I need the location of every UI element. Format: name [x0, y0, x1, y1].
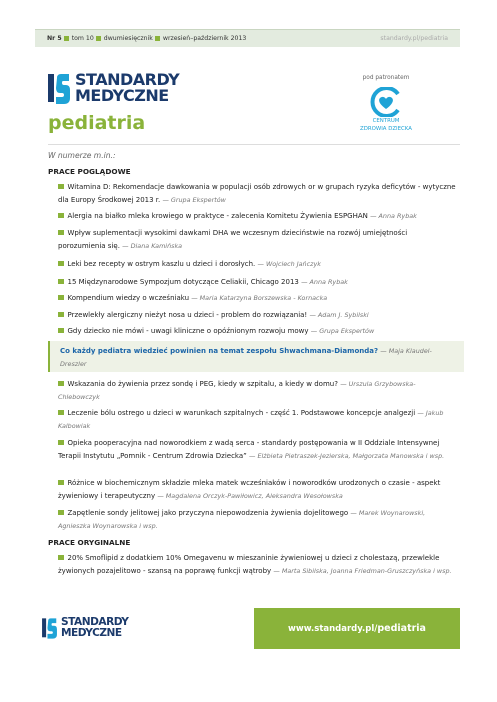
- bullet-square-icon: [58, 510, 64, 516]
- bullet-square-icon: [58, 312, 64, 318]
- footer-url-section: pediatria: [377, 623, 426, 634]
- article-author: — Grupa Ekspertów: [310, 327, 375, 335]
- bullet-square-icon: [58, 213, 64, 219]
- bullet-square-icon: [58, 295, 64, 301]
- article-title: Leczenie bólu ostrego u dzieci w warunkach szpitalnych - część 1. Podstawowe koncepcje analgezji: [67, 409, 416, 417]
- bullet-square-icon: [58, 279, 64, 285]
- section-heading: PRACE ORYGINALNE: [48, 538, 131, 547]
- patronage-org-line1: CENTRUM: [372, 118, 400, 124]
- divider: [48, 144, 460, 145]
- article-author: — Urszula Grzybowska-Chlebowczyk: [58, 380, 416, 401]
- patronage-org-line2: ZDROWIA DZIECKA: [360, 125, 412, 132]
- article-title: Witamina D: Rekomendacje dawkowania w populacji osób zdrowych or w grupach ryzyka deficytów - wytyczne dla Europy Środkowej 2013 r.: [58, 183, 456, 204]
- bullet-square-icon: [58, 480, 64, 486]
- article-title: Gdy dziecko nie mówi - uwagi kliniczne o opóźnionym rozwoju mowy: [67, 327, 309, 335]
- issue-frequency: dwumiesięcznik: [103, 35, 153, 42]
- list-item[interactable]: [58, 292, 456, 305]
- bullet-square-icon: [58, 230, 64, 236]
- article-author: — Grupa Ekspertów: [162, 196, 226, 204]
- footer-url-banner[interactable]: [254, 608, 460, 649]
- bullet-square-icon: [58, 184, 64, 190]
- logo-wordmark: [75, 72, 179, 104]
- footer-logo-line2: MEDYCZNE: [61, 626, 122, 639]
- section-heading: PRACE POGLĄDOWE: [48, 167, 131, 176]
- site-link[interactable]: standardy.pl/pediatria: [380, 35, 448, 42]
- article-title: Różnice w biochemicznym składzie mleka matek wcześniaków i noworodków urodzonych o czasie - aspekt żywieniowy i terapeutyczny: [58, 479, 441, 500]
- featured-article[interactable]: [48, 341, 464, 372]
- patronage-block: [354, 75, 418, 132]
- footer-logo: [42, 617, 128, 640]
- logo-mark-icon: [48, 72, 70, 106]
- bullet-square-icon: [96, 36, 101, 41]
- list-item[interactable]: [58, 181, 456, 207]
- list-item[interactable]: [58, 325, 456, 338]
- article-author: — Marek Woynarowski, Agnieszka Woynarowska i wsp.: [58, 509, 426, 530]
- article-author: — Wojciech Jańczyk: [257, 260, 321, 268]
- article-author: — Magdalena Orczyk-Pawiłowicz, Aleksandra Wesołowska: [157, 492, 343, 500]
- bullet-square-icon: [58, 555, 64, 561]
- list-item[interactable]: [58, 309, 456, 322]
- article-title: Wskazania do żywienia przez sondę i PEG, kiedy w szpitalu, a kiedy w domu?: [67, 380, 338, 388]
- list-item[interactable]: [58, 258, 456, 271]
- issue-number: Nr 5: [47, 35, 62, 42]
- article-title: Alergia na białko mleka krowiego w praktyce - zalecenia Komitetu Żywienia ESPGHAN: [67, 212, 368, 220]
- bullet-square-icon: [58, 381, 64, 387]
- article-title: Kompendium wiedzy o wcześniaku: [67, 294, 190, 302]
- article-author: — Adam J. Sybilski: [309, 311, 369, 319]
- article-title: Leki bez recepty w ostrym kaszlu u dzieci i dorosłych.: [67, 260, 256, 268]
- patronage-label: pod patronatem: [362, 75, 410, 81]
- footer-logo-line1: STANDARDY: [61, 616, 129, 628]
- logo-mark-icon: [42, 617, 57, 640]
- list-item[interactable]: [58, 276, 456, 289]
- list-item[interactable]: [58, 210, 456, 223]
- article-title: 15 Międzynarodowe Sympozjum dotyczące Celiakii, Chicago 2013: [67, 278, 299, 286]
- article-title: 20% Smoflipid z dodatkiem 10% Omegavenu w mieszaninie żywieniowej u dzieci z cholestazą, przewlekle żywionych pozajelitowo - szansą na poprawę funkcji wątroby: [58, 554, 440, 575]
- article-author: — Marta Sibilska, Joanna Friedman-Gruszczyńska i wsp.: [273, 567, 452, 575]
- article-title: Opieka pooperacyjna nad noworodkiem z wadą serca - standardy postępowania w II Oddziale Intensywnej Terapii Instytutu „Pomnik - Centrum Zdrowia Dziecka”: [58, 439, 440, 460]
- heart-c-logo-icon: [369, 87, 403, 117]
- issue-volume: tom 10: [71, 35, 94, 42]
- list-item[interactable]: [58, 552, 456, 578]
- featured-article-text: [60, 345, 456, 371]
- contents-intro: W numerze m.in.:: [48, 151, 116, 160]
- article-title: Zapętlenie sondy jelitowej jako przyczyna niepowodzenia żywienia dojelitowego: [67, 509, 349, 517]
- bullet-square-icon: [58, 440, 64, 446]
- list-item[interactable]: [58, 227, 456, 253]
- featured-article-author: — Maja Klaudel-Dreszler: [60, 347, 432, 368]
- article-author: — Anna Rybak: [370, 212, 417, 220]
- standardy-medyczne-logo: [48, 72, 179, 106]
- footer-logo-wordmark: [61, 617, 128, 638]
- journal-title: pediatria: [48, 112, 146, 134]
- list-item[interactable]: [58, 437, 456, 463]
- bullet-square-icon: [58, 261, 64, 267]
- article-author: — Diana Kamińska: [122, 242, 183, 250]
- list-item[interactable]: [58, 407, 456, 433]
- logo-line1: STANDARDY: [75, 70, 180, 89]
- article-author: — Jakub Kalbowiak: [58, 409, 444, 430]
- article-title: Wpływ suplementacji wysokimi dawkami DHA we wczesnym dzieciństwie na rozwój umiejętności porozumienia się.: [58, 229, 408, 250]
- bullet-square-icon: [64, 36, 69, 41]
- issue-bar: [35, 29, 460, 47]
- article-author: — Maria Katarzyna Borszewska - Kornacka: [191, 294, 328, 302]
- bullet-square-icon: [155, 36, 160, 41]
- article-title: Przewlekły alergiczny nieżyt nosa u dzieci - problem do rozwiązania!: [67, 311, 308, 319]
- list-item[interactable]: [58, 477, 456, 503]
- issue-period: wrzesień–październik 2013: [162, 35, 247, 42]
- footer-url-main: www.standardy.pl/: [288, 623, 378, 634]
- article-author: — Elżbieta Pietraszek-Jezierska, Małgorzata Manowska i wsp.: [249, 452, 445, 460]
- article-author: — Anna Rybak: [301, 278, 348, 286]
- list-item[interactable]: [58, 507, 456, 533]
- featured-article-title: Co każdy pediatra wiedzieć powinien na temat zespołu Shwachmana-Diamonda?: [60, 347, 379, 355]
- logo-line2: MEDYCZNE: [75, 86, 169, 105]
- bullet-square-icon: [58, 410, 64, 416]
- issue-info: [47, 35, 246, 42]
- list-item[interactable]: [58, 378, 456, 404]
- bullet-square-icon: [58, 328, 64, 334]
